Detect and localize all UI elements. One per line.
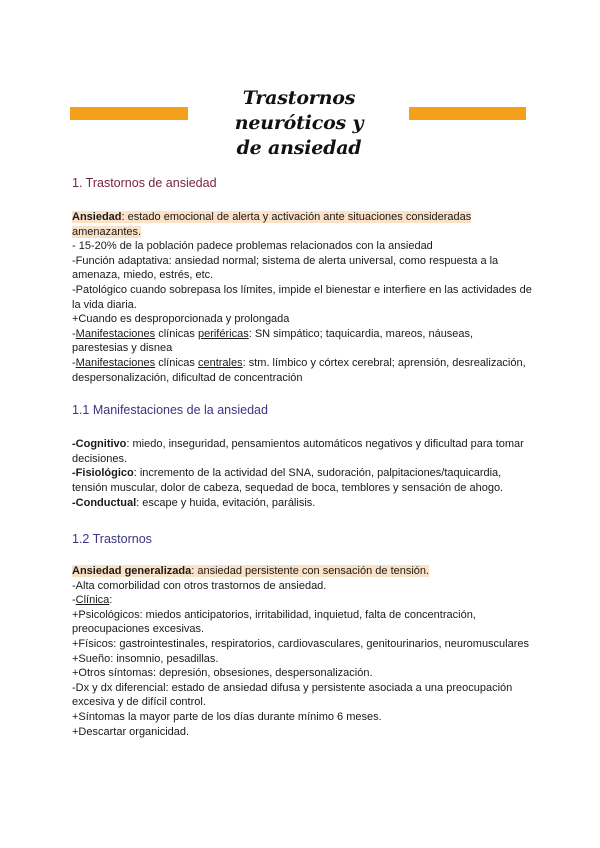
document-body bbox=[72, 174, 532, 739]
page-title-line-1: Trastornos neuróticos y bbox=[234, 87, 364, 134]
manifestaciones-perifericas: -Manifestaciones clínicas periféricas: SN simpático; taquicardia, mareos, náuseas, parestesias y disnea bbox=[72, 327, 474, 355]
paragraph-line: +Cuando es desproporcionada y prolongada bbox=[72, 313, 290, 326]
section-heading-1-1: 1.1 Manifestaciones de la ansiedad bbox=[72, 403, 268, 418]
section-heading-1: 1. Trastornos de ansiedad bbox=[72, 176, 217, 190]
page-title bbox=[190, 86, 408, 161]
paragraph-line: +Físicos: gastrointestinales, respiratorios, cardiovasculares, genitourinarios, neuromusculares bbox=[72, 638, 530, 651]
paragraph-line: +Psicológicos: miedos anticipatorios, irritabilidad, inquietud, falta de concentración, preocupaciones excesivas. bbox=[72, 608, 476, 636]
paragraph-line: -Alta comorbilidad con otros trastornos de ansiedad. bbox=[72, 579, 327, 592]
title-accent-bar-right bbox=[409, 107, 526, 120]
definition-ansiedad bbox=[72, 210, 532, 239]
paragraph-line: +Descartar organicidad. bbox=[72, 725, 190, 738]
manifestation-item: -Cognitivo: miedo, inseguridad, pensamientos automáticos negativos y dificultad para tomar decisiones. bbox=[72, 438, 524, 465]
paragraph-line: - 15-20% de la población padece problemas relacionados con la ansiedad bbox=[72, 240, 433, 253]
manifestation-item: -Fisiológico: incremento de la actividad del SNA, sudoración, palpitaciones/taquicardia, tensión muscular, dolor de cabeza, sequedad de boca, temblores y sensación de ahogo. bbox=[72, 467, 504, 494]
manifestation-item: -Conductual: escape y huida, evitación, parálisis. bbox=[72, 496, 316, 509]
paragraph-line: +Otros síntomas: depresión, obsesiones, despersonalización. bbox=[72, 667, 373, 680]
paragraph-line: +Síntomas la mayor parte de los días durante mínimo 6 meses. bbox=[72, 711, 382, 724]
definition-text: : estado emocional de alerta y activación ante situaciones consideradas amenazantes. bbox=[72, 211, 472, 238]
paragraph-line: -Patológico cuando sobrepasa los límites, impide el bienestar e interfiere en las actividades de la vida diaria. bbox=[72, 283, 532, 311]
paragraph-line: -Dx y dx diferencial: estado de ansiedad difusa y persistente asociada a una preocupación excesiva y de difícil control. bbox=[72, 681, 513, 709]
title-accent-bar-left bbox=[70, 107, 188, 120]
clinica-label: -Clínica: bbox=[72, 594, 113, 607]
paragraph-line: +Sueño: insomnio, pesadillas. bbox=[72, 652, 219, 665]
definition-ansiedad-generalizada: Ansiedad generalizada: ansiedad persistente con sensación de tensión. bbox=[72, 565, 430, 578]
paragraph-line: -Función adaptativa: ansiedad normal; sistema de alerta universal, como respuesta a la amenaza, miedo, estrés, etc. bbox=[72, 254, 499, 282]
definition-term: Ansiedad bbox=[72, 211, 122, 223]
section-heading-1-2: 1.2 Trastornos bbox=[72, 532, 152, 547]
page-title-line-2: de ansiedad bbox=[236, 137, 362, 159]
manifestaciones-centrales: -Manifestaciones clínicas centrales: stm. límbico y córtex cerebral; aprensión, desrealización, despersonalización, dificultad de concentración bbox=[72, 356, 526, 384]
